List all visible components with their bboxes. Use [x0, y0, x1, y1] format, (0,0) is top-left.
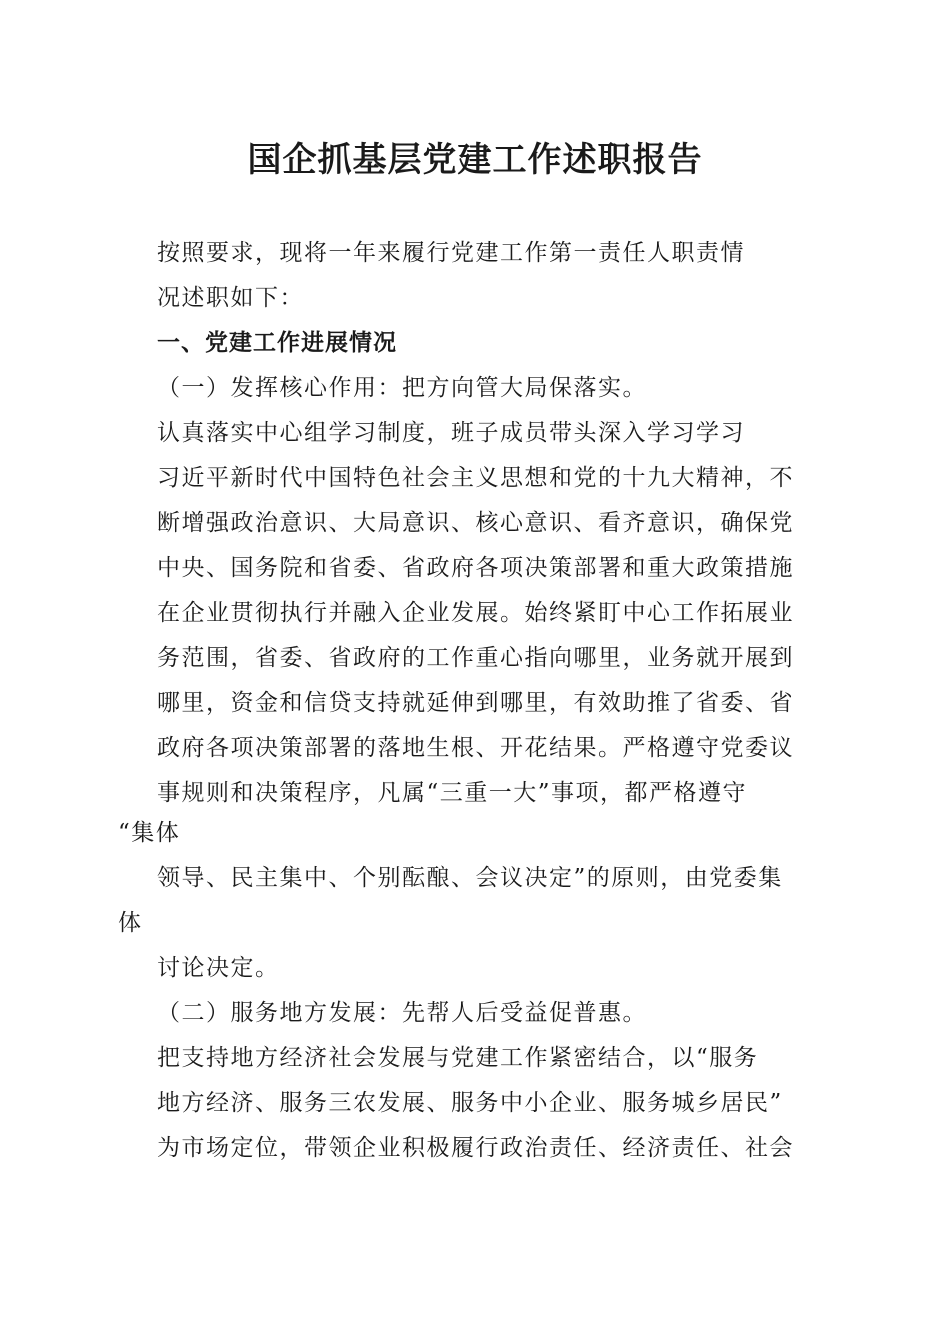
- paragraph-line: 务范围，省委、省政府的工作重心指向哪里，业务就开展到: [157, 645, 794, 671]
- paragraph-line: 体: [118, 910, 143, 936]
- paragraph-line: 习近平新时代中国特色社会主义思想和党的十九大精神，不: [157, 465, 794, 491]
- paragraph-line: 况述职如下：: [157, 285, 304, 311]
- paragraph-line: 认真落实中心组学习制度，班子成员带头深入学习学习: [157, 420, 745, 446]
- paragraph-line: 中央、国务院和省委、省政府各项决策部署和重大政策措施: [157, 555, 794, 581]
- paragraph-line: 按照要求，现将一年来履行党建工作第一责任人职责情: [157, 240, 745, 266]
- document-title: 国企抓基层党建工作述职报告: [247, 140, 703, 180]
- paragraph-line: 断增强政治意识、大局意识、核心意识、看齐意识，确保党: [157, 510, 794, 536]
- paragraph-line: 为市场定位，带领企业积极履行政治责任、经济责任、社会: [157, 1135, 794, 1161]
- subsection-heading: （二）服务地方发展：先帮人后受益促普惠。: [157, 1000, 647, 1026]
- paragraph-line: 地方经济、服务三农发展、服务中小企业、服务城乡居民”: [157, 1090, 783, 1116]
- section-heading: 一、党建工作进展情况: [157, 330, 397, 356]
- paragraph-line: 把支持地方经济社会发展与党建工作紧密结合，以“服务: [157, 1045, 759, 1071]
- paragraph-line: 讨论决定。: [157, 955, 280, 981]
- paragraph-line: 在企业贯彻执行并融入企业发展。始终紧盯中心工作拓展业: [157, 600, 794, 626]
- subsection-heading: （一）发挥核心作用：把方向管大局保落实。: [157, 375, 647, 401]
- paragraph-line: 事规则和决策程序，凡属“三重一大”事项，都严格遵守: [157, 780, 748, 806]
- paragraph-line: 政府各项决策部署的落地生根、开花结果。严格遵守党委议: [157, 735, 794, 761]
- paragraph-line: “集体: [118, 820, 181, 846]
- paragraph-line: 哪里，资金和信贷支持就延伸到哪里，有效助推了省委、省: [157, 690, 794, 716]
- paragraph-line: 领导、民主集中、个别酝酿、会议决定”的原则，由党委集: [157, 865, 783, 891]
